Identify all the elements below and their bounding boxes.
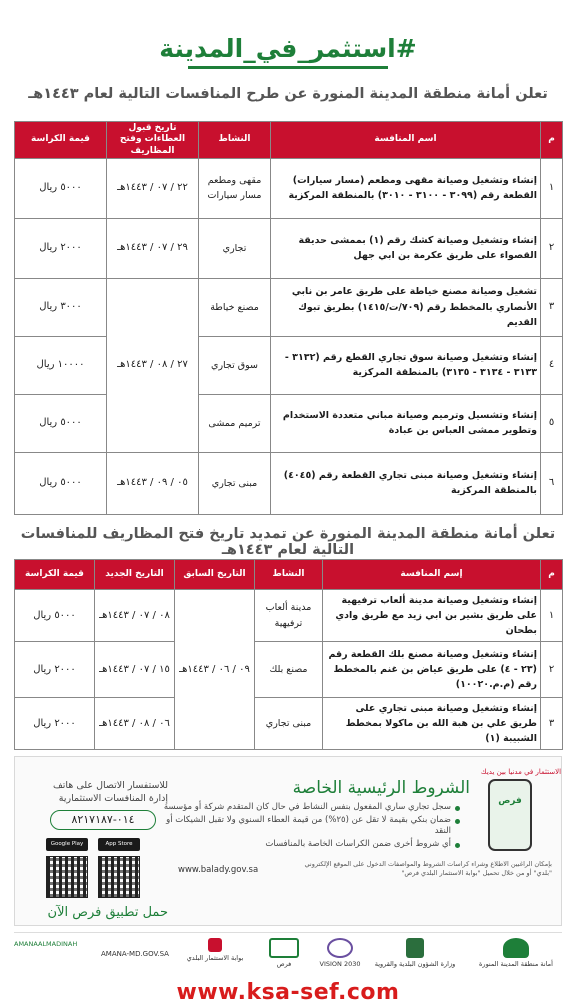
tender-date: ٢٢ / ٠٧ / ١٤٤٣هـ (107, 158, 199, 218)
qr-code-icon (46, 856, 88, 898)
col-header-date: تاريخ قبول العطاءات وفتح المظاريف (107, 122, 199, 159)
qr-code-icon (98, 856, 140, 898)
new-date: ٠٨ / ٠٧ / ١٤٤٣هـ (95, 590, 175, 642)
ministry-logo: وزارة الشؤون البلدية والقروية (370, 938, 460, 978)
tenders-table-header (15, 122, 563, 159)
tender-activity: تجاري (199, 218, 271, 278)
tender-price: ١٠٠٠٠ ريال (15, 336, 107, 394)
terms-title: الشروط الرئيسية الخاصة (292, 778, 470, 798)
table-row (15, 590, 563, 642)
portal-logo-icon (208, 938, 222, 952)
tender-name: إنشاء وتشغيل وصيانة كشك رقم (١) بممشى حديقة القصواء على طريق عكرمة بن ابي جهل (271, 218, 541, 278)
row-no: ٢ (541, 218, 563, 278)
table-row (15, 452, 563, 514)
tender-activity: مبنى تجاري (199, 452, 271, 514)
tender-activity: مدينة ألعاب ترفيهية (255, 590, 323, 642)
prev-date-shared: ٠٩ / ٠٦ / ١٤٤٣هـ (175, 590, 255, 750)
list-item: أي شروط أخرى ضمن الكراسات الخاصة بالمنافسات (160, 839, 460, 850)
table-row (15, 218, 563, 278)
tender-activity: مصنع خياطة (199, 278, 271, 336)
contact-text: للاستفسار الاتصال على هاتف (52, 780, 168, 791)
col-header-name: اسم المنافسة (271, 122, 541, 159)
tender-price: ٣٠٠٠ ريال (15, 278, 107, 336)
tender-activity: سوق تجاري (199, 336, 271, 394)
furas-logo: فرص (262, 938, 306, 978)
tender-name: إنشاء وتشغيل وصيانة مصنع بلك القطعة رقم (٢٣ - ٤) على طريق عياض بن غنم بالمخطط رقم (م.م.١٠٠٢٠) (323, 642, 541, 698)
phone-mockup-icon (488, 779, 532, 851)
row-no: ٤ (541, 336, 563, 394)
row-no: ١ (541, 590, 563, 642)
table-row (15, 278, 563, 336)
furas-app-logo: فرص (498, 796, 522, 806)
contact-phone[interactable]: ٠١٤-٨٢١٧١٨٧ (50, 810, 156, 830)
balady-link[interactable]: www.balady.gov.sa (178, 865, 259, 875)
row-no: ٣ (541, 278, 563, 336)
tender-activity: مبنى تجاري (255, 698, 323, 750)
tender-price: ٥٠٠٠ ريال (15, 158, 107, 218)
table-row (15, 158, 563, 218)
announcement-heading-2: تعلن أمانة منطقة المدينة المنورة عن تمديد تاريخ فتح المظاريف للمنافسات التالية لعام ١٤٤٣هـ (20, 526, 556, 558)
hashtag-underline (188, 66, 388, 69)
tenders-table (14, 121, 563, 515)
tender-date-shared: ٢٧ / ٠٨ / ١٤٤٣هـ (107, 278, 199, 452)
tender-name: إنشاء وتشغيل وصيانة مقهى ومطعم (مسار سيارات) القطعة رقم (٣٠٩٩ - ٣١٠٠ - ٣٠١٠) بالمنطقة المركزية (271, 158, 541, 218)
tender-activity: ترميم ممشى (199, 394, 271, 452)
col-header-name: إسم المنافسة (323, 560, 541, 590)
row-no: ٣ (541, 698, 563, 750)
watermark-site: www.ksa-sef.com (176, 980, 400, 1003)
vision-logo-icon (327, 938, 353, 958)
extension-table (14, 559, 563, 750)
terms-list (160, 802, 460, 852)
col-header-prev-date: التاريخ السابق (175, 560, 255, 590)
tender-price: ٥٠٠٠ ريال (15, 452, 107, 514)
download-app-text: حمل تطبيق فرص الآن (47, 905, 168, 920)
app-store-button[interactable]: App Store (98, 838, 140, 851)
tender-name: إنشاء وتشغيل وصيانة مبنى تجاري على طريق علي بن هبة الله بن ماكولا بمخطط الشبيبة (١) (323, 698, 541, 750)
furas-logo-icon (269, 938, 299, 958)
purchase-note: بإمكان الراغبين الاطلاع وشراء كراسات الشروط والمواصفات الدخول على الموقع الإلكتروني "بلدي" أو من خلال تحميل "بوابة الاستثمار البلدي فرص" (304, 860, 552, 878)
col-header-no: م (541, 560, 563, 590)
tender-activity: مقهى ومطعم مسار سيارات (199, 158, 271, 218)
tender-name: إنشاء وتشغيل وصيانة سوق تجاري القطع رقم (٣١٣٢ - ٣١٣٣ - ٣١٣٤ - ٣١٣٥) بالمنطقة المركزية (271, 336, 541, 394)
col-header-price: قيمة الكراسة (15, 560, 95, 590)
tender-activity: مصنع بلك (255, 642, 323, 698)
tender-date: ٢٩ / ٠٧ / ١٤٤٣هـ (107, 218, 199, 278)
tender-price: ٢٠٠٠ ريال (15, 218, 107, 278)
row-no: ٢ (541, 642, 563, 698)
social-handle[interactable]: AMANAALMADINAH (14, 940, 78, 948)
table-row (15, 642, 563, 698)
amana-logo: أمانة منطقة المدينة المنورة (470, 938, 562, 978)
new-date: ٠٦ / ٠٨ / ١٤٤٣هـ (95, 698, 175, 750)
list-item: ضمان بنكي بقيمة لا تقل عن (٢٥%) من قيمة العطاء السنوي ولا تقبل الشيكات أو النقد (160, 815, 460, 837)
contact-department: إدارة المنافسات الاستثمارية (58, 793, 168, 804)
tender-price: ٥٠٠٠ ريال (15, 394, 107, 452)
new-date: ١٥ / ٠٧ / ١٤٤٣هـ (95, 642, 175, 698)
list-item: سجل تجاري ساري المفعول بنفس النشاط في حال كان المتقدم شركة أو مؤسسة (160, 802, 460, 813)
col-header-activity: النشاط (199, 122, 271, 159)
tender-name: إنشاء وتشسيل وترميم وصيانة مباني متعددة الاستخدام وتطوير ممشى العباس بن عبادة (271, 394, 541, 452)
vision-2030-logo: VISION 2030 (310, 938, 370, 978)
extension-table-header (15, 560, 563, 590)
tender-name: تشغيل وصيانة مصنع خياطة على طريق عامر بن نابي الأنصاري بالمخطط رقم (٧٠٩/ت/١٤١٥) بطريق تبوك القديم (271, 278, 541, 336)
announcement-heading-1: تعلن أمانة منطقة المدينة المنورة عن طرح المنافسات التالية لعام ١٤٤٣هـ (28, 86, 548, 102)
tender-name: إنشاء وتشغيل وصيانة مبنى تجاري القطعة رقم (٤٠٤٥) بالمنطقة المركزية (271, 452, 541, 514)
phone-caption: الاستثمار في مدنيا بين يديك (480, 768, 562, 776)
table-row (15, 698, 563, 750)
investment-portal-logo: بوابة الاستثمار البلدي (170, 938, 260, 978)
footer-divider (14, 932, 562, 933)
table-row (15, 394, 563, 452)
ministry-logo-icon (406, 938, 424, 958)
hashtag-title: #استثمر_في_المدينة (159, 34, 417, 63)
google-play-button[interactable]: Google Play (46, 838, 88, 851)
tender-price: ٢٠٠٠ ريال (15, 642, 95, 698)
amana-logo-icon (503, 938, 529, 958)
tender-date: ٠٥ / ٠٩ / ١٤٤٣هـ (107, 452, 199, 514)
row-no: ٥ (541, 394, 563, 452)
tender-price: ٥٠٠٠ ريال (15, 590, 95, 642)
website-link[interactable]: AMANA-MD.GOV.SA (101, 950, 169, 958)
tender-name: إنشاء وتشغيل وصيانة مدينة ألعاب ترفيهية على طريق بشير بن ابي زيد مع طريق وادي بطحان (323, 590, 541, 642)
row-no: ٦ (541, 452, 563, 514)
col-header-new-date: التاريخ الجديد (95, 560, 175, 590)
col-header-no: م (541, 122, 563, 159)
col-header-activity: النشاط (255, 560, 323, 590)
table-row (15, 336, 563, 394)
tender-price: ٢٠٠٠ ريال (15, 698, 95, 750)
row-no: ١ (541, 158, 563, 218)
col-header-price: قيمة الكراسة (15, 122, 107, 159)
